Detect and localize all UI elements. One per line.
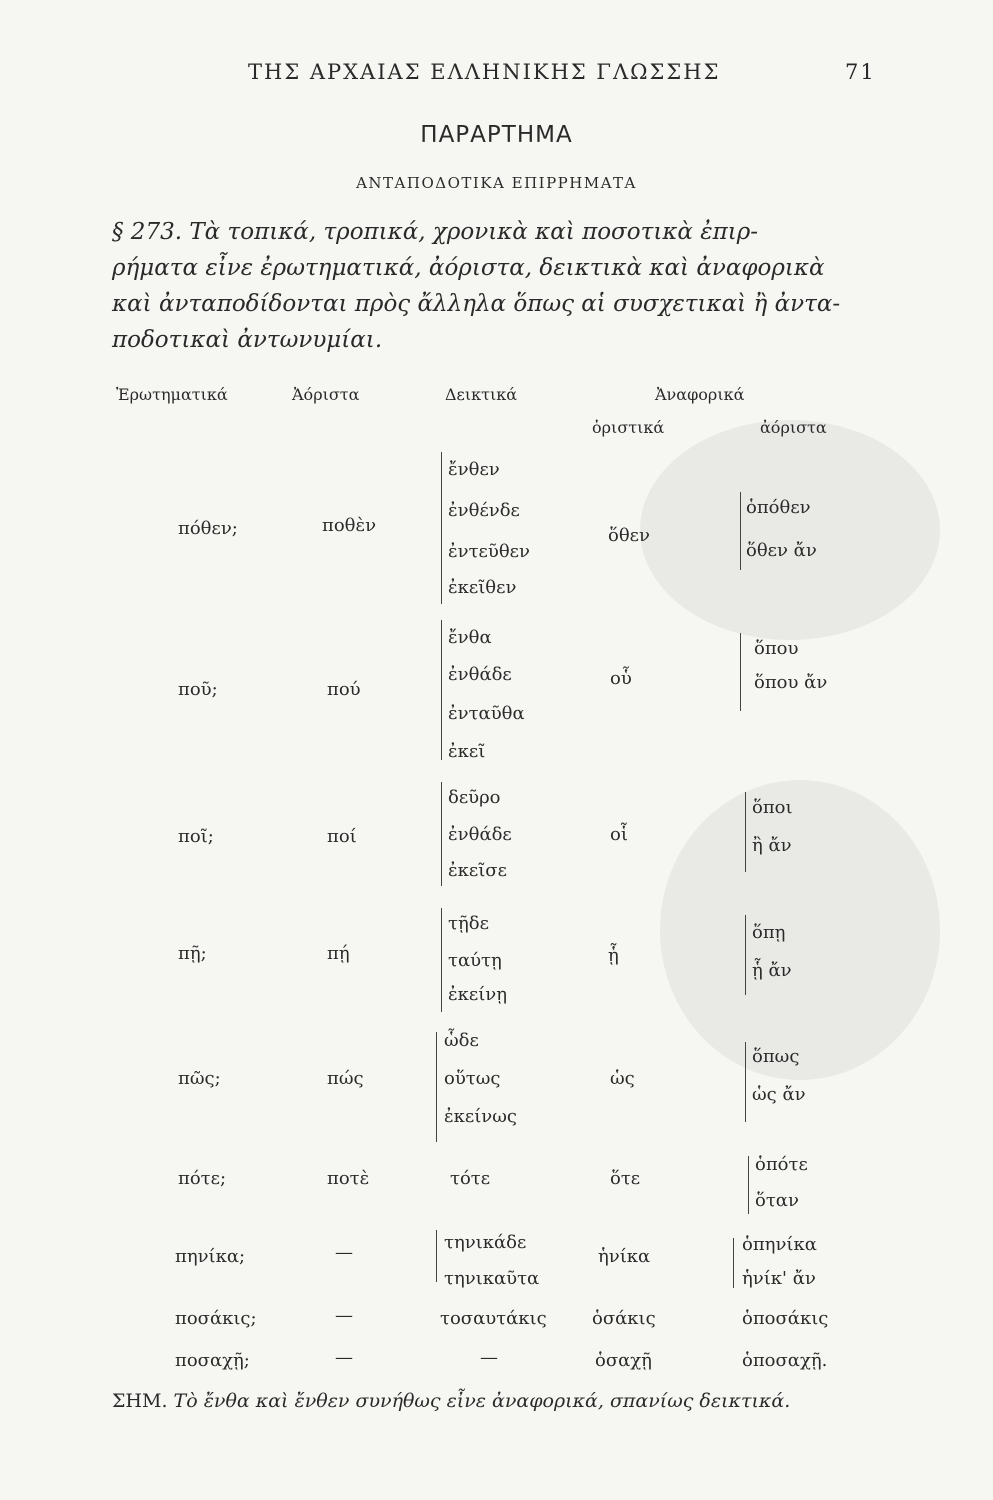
cell-relative-definite: ὡς <box>610 1068 635 1089</box>
cell-interrogative: πῇ; <box>178 943 207 964</box>
paper-stain <box>660 780 940 1080</box>
header-interrogative: Ἐρωτηματικά <box>116 385 228 404</box>
brace <box>745 1042 746 1122</box>
cell-demonstrative: ἐνθένδε <box>448 500 520 521</box>
cell-demonstrative: — <box>480 1347 498 1368</box>
cell-interrogative: ποῖ; <box>178 826 214 847</box>
cell-relative-indefinite: ὅπως <box>752 1046 800 1067</box>
cell-relative-indefinite: ὁπηνίκα <box>742 1234 817 1255</box>
cell-relative-indefinite: ὁπόθεν <box>746 497 811 518</box>
cell-interrogative: ποῦ; <box>178 679 218 700</box>
cell-demonstrative: ἐνθάδε <box>448 664 512 685</box>
brace <box>441 908 442 1012</box>
cell-demonstrative: τοσαυτάκις <box>440 1308 547 1329</box>
brace <box>436 1032 437 1142</box>
brace <box>441 452 442 604</box>
cell-interrogative: πηνίκα; <box>175 1246 246 1267</box>
brace <box>436 1230 437 1282</box>
cell-indefinite: — <box>335 1242 353 1263</box>
brace <box>441 620 442 760</box>
cell-relative-indefinite: ὡς ἄν <box>752 1084 806 1105</box>
cell-interrogative: ποσαχῇ; <box>175 1350 250 1371</box>
cell-interrogative: πόθεν; <box>178 518 238 539</box>
cell-demonstrative: τηνικάδε <box>444 1232 527 1253</box>
page-number: 71 <box>845 60 876 84</box>
brace <box>748 1156 749 1214</box>
cell-relative-indefinite: ὅταν <box>755 1190 799 1211</box>
brace <box>740 492 741 570</box>
cell-demonstrative: ἐκεῖθεν <box>448 577 517 598</box>
header-indefinite: Ἀόριστα <box>292 385 360 404</box>
cell-relative-definite: ᾗ <box>608 945 619 966</box>
cell-indefinite: — <box>335 1305 353 1326</box>
cell-relative-indefinite: ἡνίκ' ἄν <box>742 1268 816 1289</box>
cell-relative-definite: ὁσαχῇ <box>595 1350 652 1371</box>
cell-indefinite: πού <box>327 679 361 700</box>
paragraph-line: καὶ ἀνταποδίδονται πρὸς ἄλληλα ὅπως αἱ συσχετικαὶ ἢ ἀντα- <box>112 291 841 317</box>
cell-relative-indefinite: ὅθεν ἄν <box>746 540 817 561</box>
cell-demonstrative: ἐνταῦθα <box>448 703 525 724</box>
cell-relative-definite: ὅτε <box>610 1168 641 1189</box>
cell-relative-indefinite: ὅπου ἄν <box>754 672 828 693</box>
cell-demonstrative: ἐκεῖ <box>448 741 486 762</box>
cell-indefinite: ποί <box>327 826 357 847</box>
cell-relative-indefinite: ἢ ἄν <box>752 835 792 856</box>
appendix-title: ΠΑΡΑΡΤΗΜΑ <box>420 122 573 148</box>
paragraph-line: ρήματα εἶνε ἐρωτηματικά, ἀόριστα, δεικτικὰ καὶ ἀναφορικὰ <box>112 255 825 281</box>
header-relative-definite: ὁριστικά <box>592 418 665 437</box>
cell-indefinite: — <box>335 1347 353 1368</box>
cell-interrogative: πῶς; <box>178 1068 221 1089</box>
cell-demonstrative: ἐκεῖσε <box>448 860 507 881</box>
cell-indefinite: ποτὲ <box>327 1168 370 1189</box>
header-relative-indefinite: ἀόριστα <box>760 418 827 437</box>
paragraph-line: ποδοτικαὶ ἀντωνυμίαι. <box>112 327 383 353</box>
cell-demonstrative: ἐντεῦθεν <box>448 541 530 562</box>
cell-relative-indefinite: ὁπότε <box>755 1154 808 1175</box>
cell-demonstrative: οὕτως <box>444 1068 501 1089</box>
cell-relative-indefinite: ὁποσάκις <box>742 1308 829 1329</box>
cell-demonstrative: τῇδε <box>448 913 489 934</box>
cell-relative-indefinite: ᾗ ἄν <box>752 960 792 981</box>
brace <box>441 782 442 886</box>
cell-demonstrative: τότε <box>450 1168 491 1189</box>
brace <box>745 792 746 872</box>
cell-indefinite: πώς <box>327 1068 364 1089</box>
paragraph-line: § 273. Τὰ τοπικά, τροπικά, χρονικὰ καὶ ποσοτικὰ ἐπιρ- <box>112 219 759 245</box>
cell-demonstrative: ὧδε <box>444 1030 479 1051</box>
cell-relative-definite: οἷ <box>610 824 628 845</box>
cell-relative-indefinite: ὁποσαχῇ. <box>742 1350 828 1371</box>
cell-demonstrative: ἔνθα <box>448 627 492 648</box>
cell-relative-definite: ὅθεν <box>608 525 650 546</box>
cell-demonstrative: ἐκείνῃ <box>448 984 508 1005</box>
cell-relative-indefinite: ὅπῃ <box>752 922 786 943</box>
cell-demonstrative: ταύτῃ <box>448 950 502 971</box>
brace <box>740 633 741 711</box>
cell-demonstrative: ἔνθεν <box>448 459 500 480</box>
cell-indefinite: ποθὲν <box>322 515 377 536</box>
cell-relative-definite: ἡνίκα <box>598 1246 651 1267</box>
cell-interrogative: πότε; <box>178 1168 227 1189</box>
running-head-title: ΤΗΣ ΑΡΧΑΙΑΣ ΕΛΛΗΝΙΚΗΣ ΓΛΩΣΣΗΣ <box>248 60 721 84</box>
note-label: ΣΗΜ. <box>112 1390 168 1412</box>
cell-relative-indefinite: ὅπου <box>754 638 799 659</box>
cell-relative-definite: ὁσάκις <box>592 1308 656 1329</box>
cell-demonstrative: τηνικαῦτα <box>444 1268 540 1289</box>
cell-demonstrative: δεῦρο <box>448 787 501 808</box>
note-text: Τὸ ἔνθα καὶ ἔνθεν συνήθως εἶνε ἀναφορικά, σπανίως δεικτικά. <box>173 1390 791 1412</box>
cell-interrogative: ποσάκις; <box>175 1308 257 1329</box>
note <box>112 1390 790 1412</box>
brace <box>745 915 746 995</box>
header-demonstrative: Δεικτικά <box>445 385 518 404</box>
section-title: ΑΝΤΑΠΟΔΟΤΙΚΑ ΕΠΙΡΡΗΜΑΤΑ <box>356 174 637 192</box>
cell-relative-indefinite: ὅποι <box>752 797 793 818</box>
cell-indefinite: πῄ <box>327 943 350 964</box>
paper-stain <box>640 420 940 640</box>
header-relative: Ἀναφορικά <box>655 385 745 404</box>
cell-relative-definite: οὗ <box>610 668 632 689</box>
brace <box>733 1238 734 1288</box>
paragraph-273 <box>112 214 872 358</box>
cell-demonstrative: ἐκείνως <box>444 1106 517 1127</box>
cell-demonstrative: ἐνθάδε <box>448 824 512 845</box>
